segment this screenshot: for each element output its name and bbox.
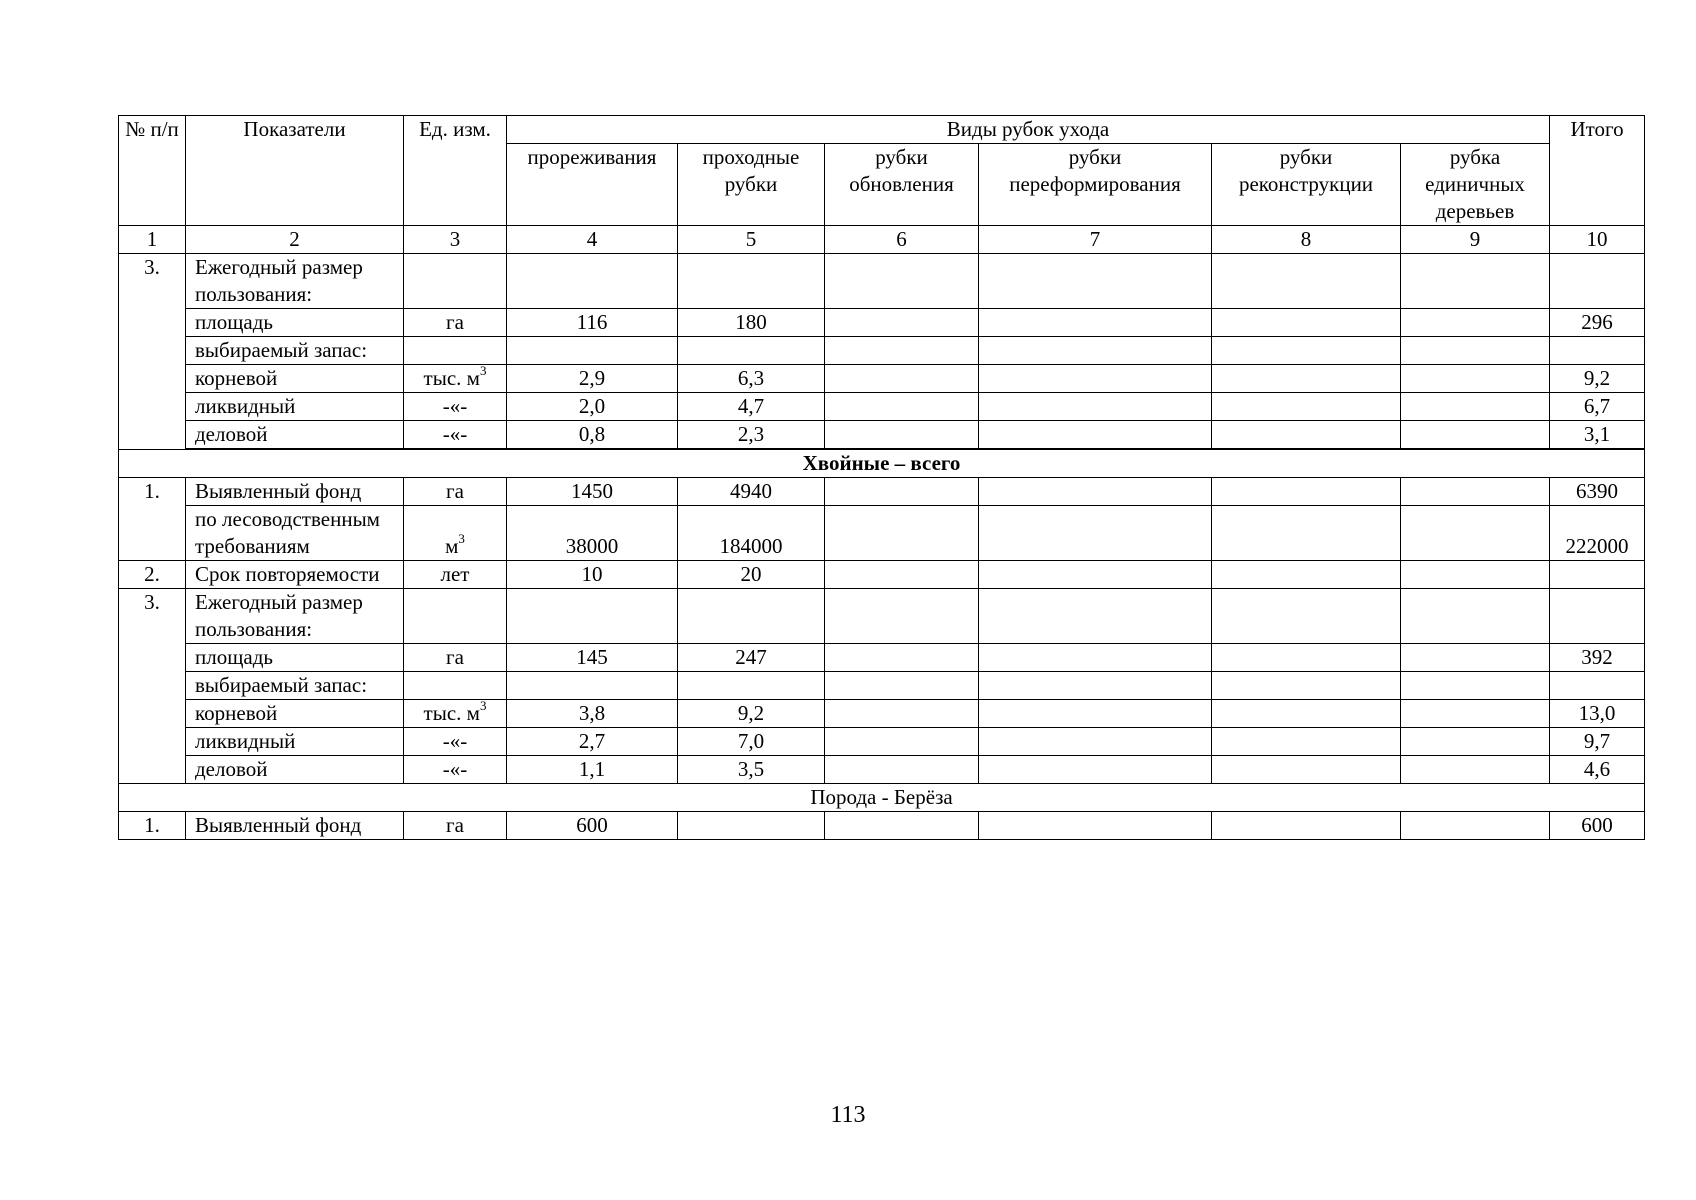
row-label: деловой [186, 421, 404, 450]
table-row [119, 672, 1645, 700]
row-unit: -«- [404, 728, 507, 756]
cell-value: 2,0 [507, 393, 678, 421]
cell-value: 2,3 [678, 421, 825, 450]
row-label: корневой [186, 700, 404, 728]
cell-total: 4,6 [1550, 756, 1645, 784]
row-unit: га [404, 644, 507, 672]
cell-value: 2,7 [507, 728, 678, 756]
table-row [119, 728, 1645, 756]
row-num: 3. [119, 254, 186, 450]
row-label: выбираемый запас: [186, 337, 404, 365]
row-label: Выявленный фонд [186, 478, 404, 506]
header-total: Итого [1550, 116, 1645, 226]
table-row [119, 421, 1645, 450]
row-num: 3. [119, 589, 186, 784]
row-num: 1. [119, 812, 186, 840]
row-label: ликвидный [186, 728, 404, 756]
cell-value: 2,9 [507, 365, 678, 393]
table-row [119, 506, 1645, 561]
cell-total: 6390 [1550, 478, 1645, 506]
header-num: № п/п [119, 116, 186, 226]
cell-total: 3,1 [1550, 421, 1645, 450]
row-label: Ежегодный размер пользования: [186, 589, 404, 644]
row-unit: -«- [404, 421, 507, 450]
column-number: 10 [1550, 226, 1645, 254]
header-col-single-trees: рубка единичных деревьев [1401, 144, 1550, 226]
row-label: корневой [186, 365, 404, 393]
row-unit: га [404, 478, 507, 506]
row-label: Срок повторяемости [186, 561, 404, 589]
column-number: 9 [1401, 226, 1550, 254]
row-label: площадь [186, 644, 404, 672]
column-number: 6 [825, 226, 979, 254]
row-label: по лесоводственным требованиям [186, 506, 404, 561]
cell-total: 9,7 [1550, 728, 1645, 756]
cell-value: 116 [507, 309, 678, 337]
row-num: 2. [119, 561, 186, 589]
table-row [119, 589, 1645, 644]
section-row [119, 784, 1645, 812]
cell-value: 10 [507, 561, 678, 589]
cell-total: 600 [1550, 812, 1645, 840]
row-label: Ежегодный размер пользования: [186, 254, 404, 309]
table-row [119, 812, 1645, 840]
cell-total: 392 [1550, 644, 1645, 672]
cell-value: 3,5 [678, 756, 825, 784]
row-label: ликвидный [186, 393, 404, 421]
header-col-renewal: рубки обновления [825, 144, 979, 226]
cell-value: 600 [507, 812, 678, 840]
cell-total: 296 [1550, 309, 1645, 337]
section-title-conifers: Хвойные – всего [119, 449, 1645, 478]
row-unit: тыс. $м^3$ [404, 365, 507, 393]
row-unit: -«- [404, 756, 507, 784]
column-number: 5 [678, 226, 825, 254]
cell-value: 0,8 [507, 421, 678, 450]
cell-value: 4940 [678, 478, 825, 506]
cell-value: 1,1 [507, 756, 678, 784]
section-row [119, 449, 1645, 478]
cell-value: 3,8 [507, 700, 678, 728]
table-row [119, 561, 1645, 589]
cell-value: 9,2 [678, 700, 825, 728]
cell-total: 13,0 [1550, 700, 1645, 728]
table-row [119, 309, 1645, 337]
row-unit: га [404, 812, 507, 840]
cell-value: 247 [678, 644, 825, 672]
cell-total: 222000 [1550, 506, 1645, 561]
cell-value: 20 [678, 561, 825, 589]
row-label: Выявленный фонд [186, 812, 404, 840]
cell-value: 145 [507, 644, 678, 672]
row-unit: тыс. $м^3$ [404, 700, 507, 728]
cell-total: 9,2 [1550, 365, 1645, 393]
cell-value: 184000 [678, 506, 825, 561]
column-number: 7 [979, 226, 1212, 254]
forest-cuttings-table [118, 115, 1645, 840]
column-number: 2 [186, 226, 404, 254]
row-label: деловой [186, 756, 404, 784]
column-number: 8 [1212, 226, 1401, 254]
cell-total: 6,7 [1550, 393, 1645, 421]
table-row [119, 756, 1645, 784]
column-numbers-row [119, 226, 1645, 254]
cell-value: 6,3 [678, 365, 825, 393]
table-row [119, 393, 1645, 421]
header-indicators: Показатели [186, 116, 404, 226]
cell-value: 7,0 [678, 728, 825, 756]
header-col-thinning: прореживания [507, 144, 678, 226]
cell-value: 1450 [507, 478, 678, 506]
header-unit: Ед. изм. [404, 116, 507, 226]
row-unit: -«- [404, 393, 507, 421]
row-unit: лет [404, 561, 507, 589]
table-row [119, 337, 1645, 365]
row-num: 1. [119, 478, 186, 561]
page-number: 113 [830, 1102, 866, 1128]
table-row [119, 700, 1645, 728]
row-label: площадь [186, 309, 404, 337]
row-label: выбираемый запас: [186, 672, 404, 700]
table-row [119, 254, 1645, 309]
cell-value: 180 [678, 309, 825, 337]
row-unit: $м^3$ [404, 506, 507, 561]
cell-value: 4,7 [678, 393, 825, 421]
header-col-reformation: рубки переформирования [979, 144, 1212, 226]
header-row-1 [119, 116, 1645, 144]
row-unit: га [404, 309, 507, 337]
table-row [119, 644, 1645, 672]
table-row [119, 365, 1645, 393]
column-number: 3 [404, 226, 507, 254]
header-col-passage: проходные рубки [678, 144, 825, 226]
cell-value: 38000 [507, 506, 678, 561]
section-title-birch: Порода - Берёза [119, 784, 1645, 812]
table-row [119, 478, 1645, 506]
header-col-reconstruction: рубки реконструкции [1212, 144, 1401, 226]
column-number: 4 [507, 226, 678, 254]
header-cutting-types: Виды рубок ухода [507, 116, 1550, 144]
column-number: 1 [119, 226, 186, 254]
